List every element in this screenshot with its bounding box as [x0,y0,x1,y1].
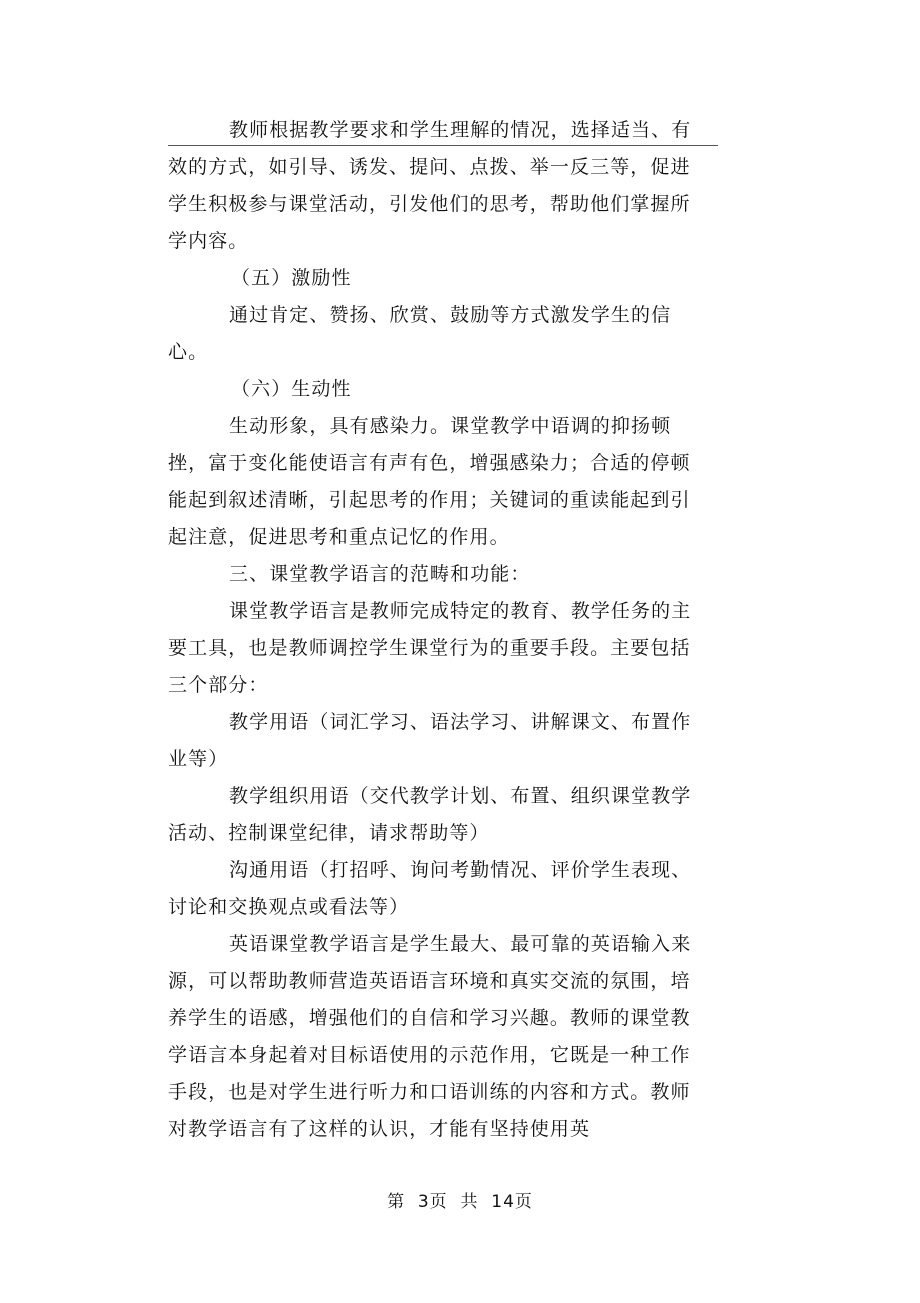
list-item-organizing-language: 教学组织用语（交代教学计划、布置、组织课堂教学活动、控制课堂纪律，请求帮助等） [168,785,692,844]
heading-motivation: （五）激励性 [231,267,352,289]
paragraph-english-input: 英语课堂教学语言是学生最大、最可靠的英语输入来源，可以帮助教师营造英语语言环境和真实交流的氛围，培养学生的语感，增强他们的自信和学习兴趣。教师的课堂教学语言本身起着对目标语使用的示范作用，它既是一种工作手段，也是对学生进行听力和口语训练的内容和方式。教师对教学语言有了这样的认识，才能有坚持使用英 [168,933,692,1140]
page-number: 第 3页 共 14页 [387,1192,533,1212]
page-footer [0,1190,920,1214]
heading-vividness: （六）生动性 [231,378,352,400]
paragraph-motivation: 通过肯定、赞扬、欣赏、鼓励等方式激发学生的信心。 [168,304,672,363]
document-body [168,112,698,1148]
list-item-communication-language: 沟通用语（打招呼、询问考勤情况、评价学生表现、讨论和交换观点或看法等） [168,859,692,918]
list-item-teaching-language: 教学用语（词汇学习、语法学习、讲解课文、布置作业等） [168,711,692,770]
paragraph-scope: 课堂教学语言是教师完成特定的教育、教学任务的主要工具，也是教师调控学生课堂行为的重要手段。主要包括三个部分： [168,600,692,696]
section-title-scope: 三、课堂教学语言的范畴和功能： [229,563,531,585]
paragraph-guidance: 教师根据教学要求和学生理解的情况，选择适当、有效的方式，如引导、诱发、提问、点拨、举一反三等，促进学生积极参与课堂活动，引发他们的思考，帮助他们掌握所学内容。 [168,119,692,252]
paragraph-vividness: 生动形象，具有感染力。课堂教学中语调的抑扬顿挫，富于变化能使语言有声有色，增强感染力；合适的停顿能起到叙述清晰，引起思考的作用；关键词的重读能起到引起注意，促进思考和重点记忆的作用。 [168,415,691,548]
